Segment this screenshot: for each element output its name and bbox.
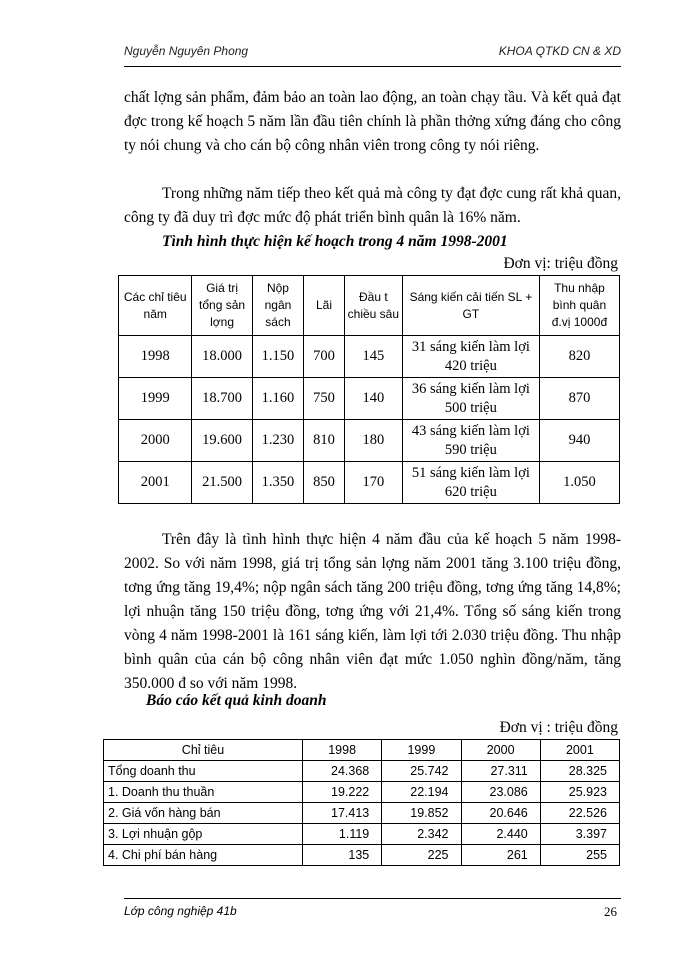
cell: 51 sáng kiến làm lợi 620 triệu (402, 462, 539, 504)
header-cell: 2000 (461, 740, 540, 761)
table2-unit: Đơn vị : triệu đồng (499, 719, 618, 736)
header-faculty: KHOA QTKD CN & XD (498, 44, 621, 58)
table-row (119, 336, 620, 378)
cell: 28.325 (540, 761, 619, 782)
table-row (119, 462, 620, 504)
header-divider (124, 66, 621, 67)
paragraph-1: chất lợng sản phẩm, đảm bảo an toàn lao động, an toàn chạy tầu. Và kết quả đạt đợc trong kế hoạch 5 năm lần đầu tiên chính là phần thởng xứng đáng cho công ty nói chung và cho cán bộ công nhân viên trong công ty nói riêng. (124, 89, 621, 154)
table-header-row (104, 740, 620, 761)
header-cell: Thu nhập bình quân đ.vị 1000đ (539, 276, 619, 336)
cell: 750 (304, 378, 345, 420)
table2-caption: Báo cáo kết quả kinh doanh (146, 692, 327, 709)
header-cell: Giá trị tổng sản lợng (192, 276, 252, 336)
cell: 18.000 (192, 336, 252, 378)
cell: 850 (304, 462, 345, 504)
cell: 1. Doanh thu thuần (104, 782, 303, 803)
cell: 870 (539, 378, 619, 420)
cell: 25.742 (382, 761, 461, 782)
plan-table (118, 275, 620, 504)
cell: 225 (382, 845, 461, 866)
cell: 255 (540, 845, 619, 866)
paragraph-3: Trên đây là tình hình thực hiện 4 năm đầu của kế hoạch 5 năm 1998-2002. So với năm 1998, giá trị tổng sản lợng năm 2001 tăng 3.100 triệu đồng, tơng ứng tăng 19,4%; nộp ngân sách tăng 200 triệu đồng, tơng ứng tăng 14,8%; lợi nhuận tăng 150 triệu đồng, tơng ứng với 21,4%. Tổng số sáng kiến trong vòng 4 năm 1998-2001 là 161 sáng kiến, làm lợi tới 2.030 triệu đồng. Thu nhập bình quân của cán bộ công nhân viên đạt mức 1.050 nghìn đồng/năm, tăng 350.000 đ so với năm 1998. (124, 531, 621, 692)
table-row (104, 803, 620, 824)
header-cell: 2001 (540, 740, 619, 761)
cell: 2.342 (382, 824, 461, 845)
table-header-row (119, 276, 620, 336)
cell: 4. Chi phí bán hàng (104, 845, 303, 866)
page-number: 26 (604, 904, 617, 919)
cell: 2. Giá vốn hàng bán (104, 803, 303, 824)
cell: 20.646 (461, 803, 540, 824)
cell: Tổng doanh thu (104, 761, 303, 782)
cell: 1.230 (252, 420, 304, 462)
cell: 140 (344, 378, 402, 420)
cell: 31 sáng kiến làm lợi 420 triệu (402, 336, 539, 378)
cell: 36 sáng kiến làm lợi 500 triệu (402, 378, 539, 420)
cell: 810 (304, 420, 345, 462)
cell: 1.350 (252, 462, 304, 504)
footer-class: Lớp công nghiệp 41b (124, 904, 237, 918)
header-cell: Lãi (304, 276, 345, 336)
header-cell: Đầu t chiều sâu (344, 276, 402, 336)
cell: 180 (344, 420, 402, 462)
cell: 21.500 (192, 462, 252, 504)
cell: 1.050 (539, 462, 619, 504)
cell: 19.600 (192, 420, 252, 462)
cell: 700 (304, 336, 345, 378)
cell: 1.119 (303, 824, 382, 845)
footer-divider (124, 898, 621, 899)
cell: 22.526 (540, 803, 619, 824)
table-row (104, 761, 620, 782)
paragraph-2: Trong những năm tiếp theo kết quả mà công ty đạt đợc cung rất khả quan, công ty đã duy trì đợc mức độ phát triển bình quân là 16% năm. (124, 185, 621, 226)
cell: 17.413 (303, 803, 382, 824)
cell: 820 (539, 336, 619, 378)
table-row (104, 845, 620, 866)
cell: 2000 (119, 420, 192, 462)
header-cell: Nộp ngân sách (252, 276, 304, 336)
cell: 3. Lợi nhuận gộp (104, 824, 303, 845)
cell: 1.150 (252, 336, 304, 378)
table-row (104, 824, 620, 845)
cell: 18.700 (192, 378, 252, 420)
cell: 3.397 (540, 824, 619, 845)
cell: 19.222 (303, 782, 382, 803)
cell: 25.923 (540, 782, 619, 803)
header-author: Nguyễn Nguyên Phong (124, 44, 249, 58)
cell: 1999 (119, 378, 192, 420)
cell: 24.368 (303, 761, 382, 782)
cell: 261 (461, 845, 540, 866)
cell: 135 (303, 845, 382, 866)
cell: 170 (344, 462, 402, 504)
table1-caption: Tình hình thực hiện kế hoạch trong 4 năm 1998-2001 (162, 233, 508, 250)
header-cell: Các chỉ tiêu năm (119, 276, 192, 336)
header-cell: 1998 (303, 740, 382, 761)
header-cell: Chỉ tiêu (104, 740, 303, 761)
table1-unit: Đơn vị: triệu đồng (503, 255, 618, 272)
header-cell: Sáng kiến cải tiến SL + GT (402, 276, 539, 336)
cell: 27.311 (461, 761, 540, 782)
cell: 43 sáng kiến làm lợi 590 triệu (402, 420, 539, 462)
cell: 145 (344, 336, 402, 378)
cell: 1998 (119, 336, 192, 378)
cell: 22.194 (382, 782, 461, 803)
cell: 1.160 (252, 378, 304, 420)
table-row (104, 782, 620, 803)
cell: 940 (539, 420, 619, 462)
cell: 2.440 (461, 824, 540, 845)
table-row (119, 378, 620, 420)
business-results-table (103, 739, 620, 866)
header-cell: 1999 (382, 740, 461, 761)
table-row (119, 420, 620, 462)
cell: 2001 (119, 462, 192, 504)
cell: 23.086 (461, 782, 540, 803)
cell: 19.852 (382, 803, 461, 824)
